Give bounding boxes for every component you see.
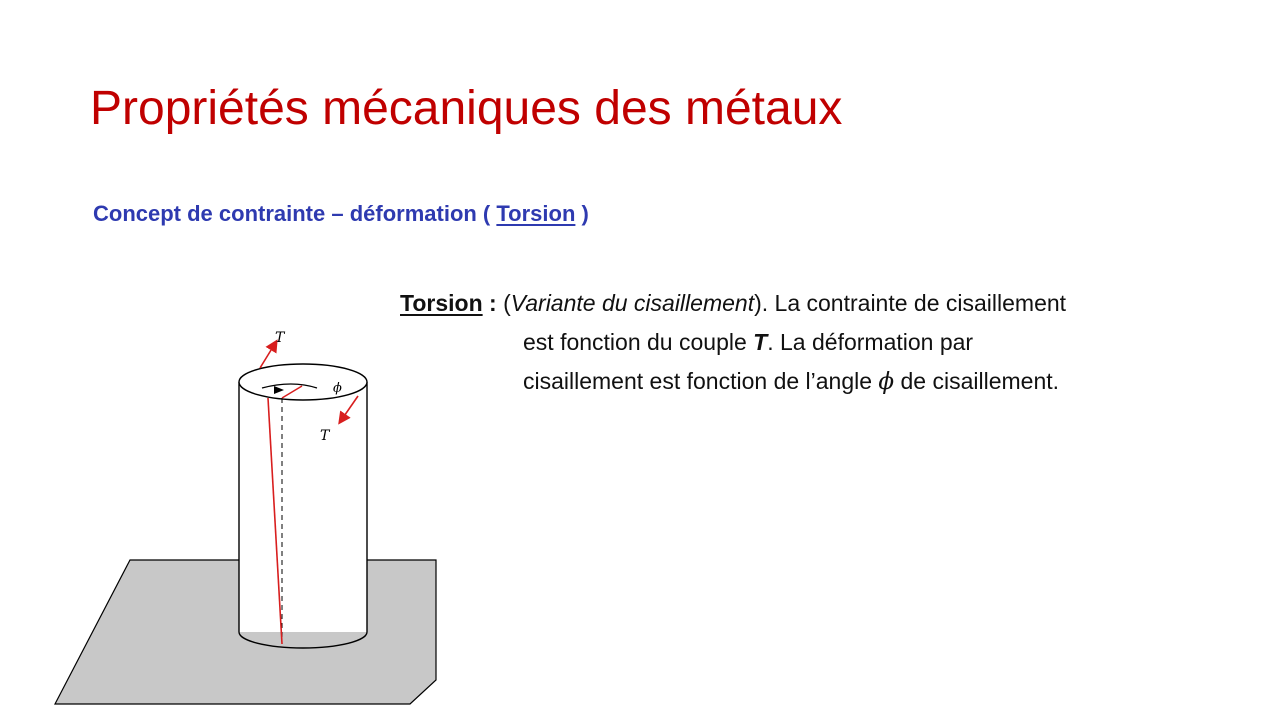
definition-term: Torsion <box>400 290 483 316</box>
line2-text-a: est fonction du couple <box>523 329 754 355</box>
definition-colon: : <box>482 290 497 316</box>
line2-text-b: . La déformation par <box>767 329 974 355</box>
definition-line-2 <box>400 323 1250 362</box>
subtitle-suffix: ) <box>575 201 589 226</box>
cylinder-body <box>239 382 367 632</box>
angle-label: ϕ <box>333 381 342 396</box>
torsion-cylinder-figure <box>52 318 442 710</box>
section-subtitle <box>93 198 589 230</box>
torque-label-top: T <box>275 330 285 346</box>
slide-title: Propriétés mécaniques des métaux <box>90 82 843 135</box>
paren-open: ( <box>496 290 511 316</box>
torque-label-right: T <box>320 428 330 444</box>
definition-line-3 <box>400 362 1250 402</box>
paren-close: ). <box>754 290 769 316</box>
torsion-link[interactable]: Torsion <box>496 201 576 226</box>
torque-symbol: T <box>753 329 768 355</box>
paren-italic-text: Variante du cisaillement <box>510 290 755 316</box>
torque-arrow-top <box>260 342 276 368</box>
definition-line-1 <box>400 284 1250 323</box>
cylinder-top-face <box>239 364 367 400</box>
subtitle-prefix: Concept de contrainte – déformation ( <box>93 201 497 226</box>
line1-rest: La contrainte de cisaillement <box>768 290 1067 316</box>
torsion-definition <box>400 284 1250 402</box>
line3-text-a: cisaillement est fonction de l’angle <box>523 368 879 394</box>
angle-symbol: ϕ <box>878 369 895 395</box>
line3-text-b: de cisaillement. <box>894 368 1060 394</box>
